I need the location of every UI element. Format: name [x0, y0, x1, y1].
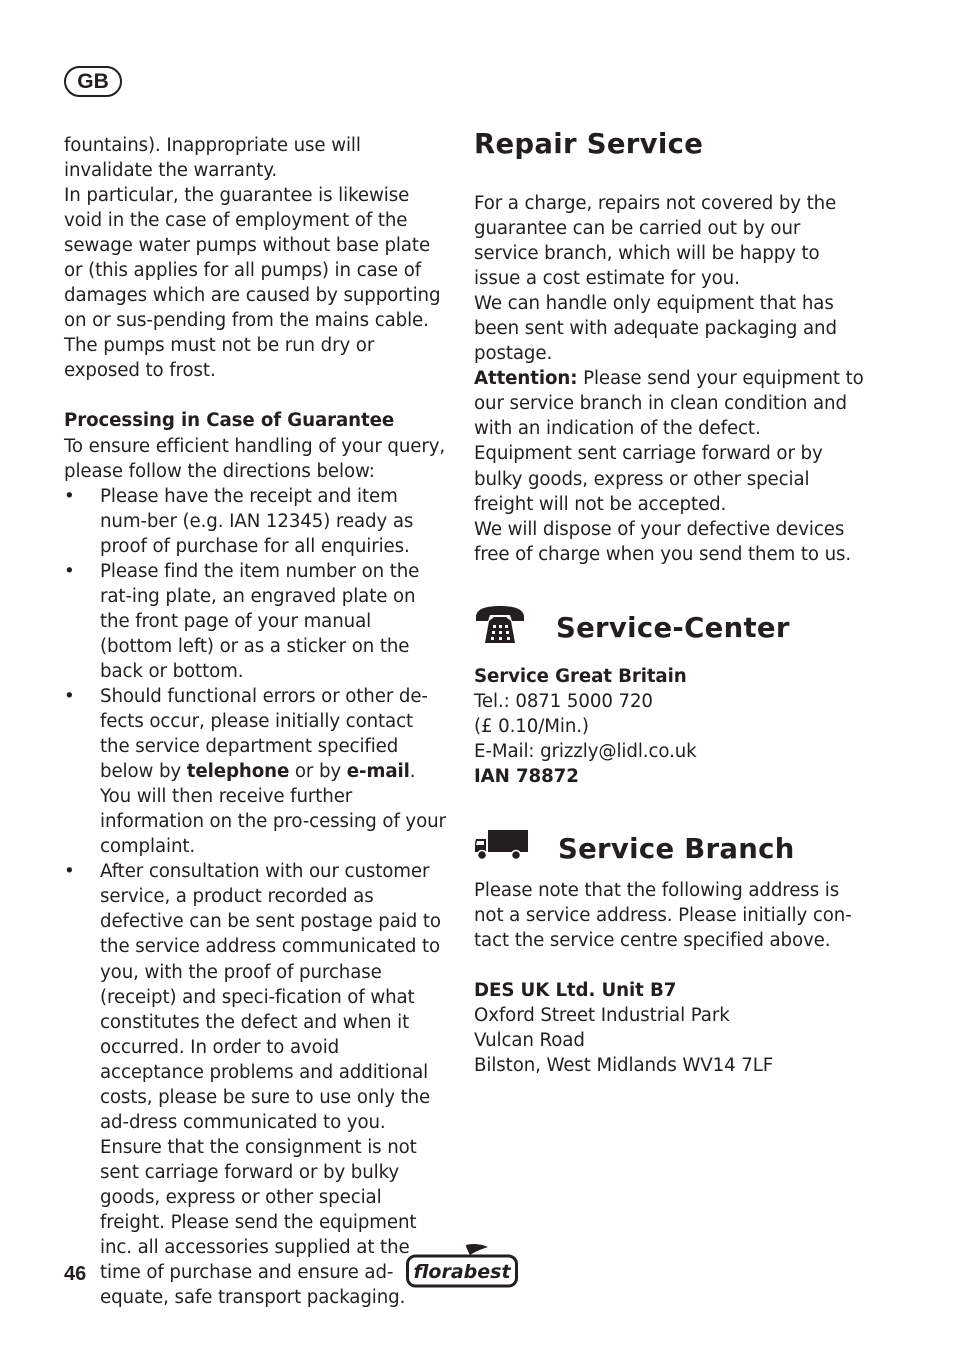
telephone-emphasis: telephone — [186, 761, 290, 783]
left-column — [64, 133, 448, 1310]
repair-paragraph-2: We can handle only equipment that has been sent with adequate packaging and postage. — [474, 293, 837, 365]
bullet3-text-or: or by — [289, 761, 347, 783]
service-email: E-Mail: grizzly@lidl.co.uk — [474, 740, 697, 762]
florabest-logo — [406, 1243, 518, 1293]
bullet3-text-a: Should functional errors or other de-fects occur, please initially contact the service department specified below by — [100, 685, 428, 783]
email-emphasis: e-mail — [346, 761, 410, 783]
list-item: • Please find the item number on the rat-ing plate, an engraved plate on the front page of your manual (bottom left) or as a sticker on the back or bottom. — [64, 559, 448, 684]
repair-attention — [474, 366, 864, 441]
attention-label: Attention: — [474, 368, 578, 390]
list-item — [64, 684, 448, 859]
attention-text: Please send your equipment to our service branch in clean condition and with an indication of the defect. — [474, 368, 864, 440]
list-item: • Please have the receipt and item num-ber (e.g. IAN 12345) ready as proof of purchase for all enquiries. — [64, 484, 448, 559]
processing-heading: Processing in Case of Guarantee — [64, 410, 395, 432]
address-name: DES UK Ltd. Unit B7 — [474, 980, 677, 1002]
service-rate: (£ 0.10/Min.) — [474, 715, 589, 737]
repair-service-heading: Repair Service — [474, 128, 704, 160]
page-number: 46 — [64, 1263, 87, 1285]
intro-paragraph-1: fountains). Inappropriate use will invalidate the warranty. — [64, 135, 361, 182]
right-column — [474, 124, 864, 1078]
telephone-icon — [474, 605, 526, 652]
repair-paragraph-4: Equipment sent carriage forward or by bulky goods, express or other special freight will not be accepted. — [474, 443, 823, 515]
service-center-heading: Service-Center — [556, 612, 790, 645]
address-line-1: Oxford Street Industrial Park — [474, 1005, 730, 1027]
service-center-header — [474, 605, 864, 652]
svg-text:florabest: florabest — [413, 1261, 511, 1283]
repair-paragraph-1: For a charge, repairs not covered by the guarantee can be carried out by our service branch, which will be happy to issue a cost estimate for you. — [474, 193, 837, 290]
guarantee-steps-list — [64, 484, 448, 1311]
service-ian: IAN 78872 — [474, 765, 579, 787]
service-branch-header — [474, 829, 864, 869]
service-branch-note: Please note that the following address is not a service address. Please initially con-tact the service centre specified above. — [474, 879, 852, 952]
service-tel: Tel.: 0871 5000 720 — [474, 690, 653, 712]
bullet3-text-b: . You will then receive further information on the pro-cessing of your complaint. — [100, 761, 446, 858]
service-gb-subheading: Service Great Britain — [474, 665, 687, 687]
list-item: • After consultation with our customer service, a product recorded as defective can be sent postage paid to the service address communicated to you, with the proof of purchase (receipt) and speci-fication of what constitutes the defect and when it occurred. In order to avoid acceptance problems and additional costs, please be sure to use only the ad-dress communicated to you. Ensure that the consignment is not sent carriage forward or by bulky goods, express or other special freight. Please send the equipment inc. all accessories supplied at the time of purchase and ensure ad-equate, safe transport packaging. — [64, 859, 448, 1310]
repair-paragraph-5: We will dispose of your defective devices free of charge when you send them to us. — [474, 518, 852, 565]
processing-intro: To ensure efficient handling of your query, please follow the directions below: — [64, 435, 446, 482]
country-badge: GB — [64, 66, 122, 97]
truck-icon — [474, 829, 528, 868]
address-line-3: Bilston, West Midlands WV14 7LF — [474, 1055, 774, 1077]
address-line-2: Vulcan Road — [474, 1030, 585, 1052]
intro-paragraph-2: In particular, the guarantee is likewise void in the case of employment of the sewage water pumps without base plate or (this applies for all pumps) in case of damages which are caused by supporting on or sus-pending from the mains cable. The pumps must not be run dry or exposed to frost. — [64, 185, 441, 382]
service-branch-heading: Service Branch — [558, 832, 795, 865]
